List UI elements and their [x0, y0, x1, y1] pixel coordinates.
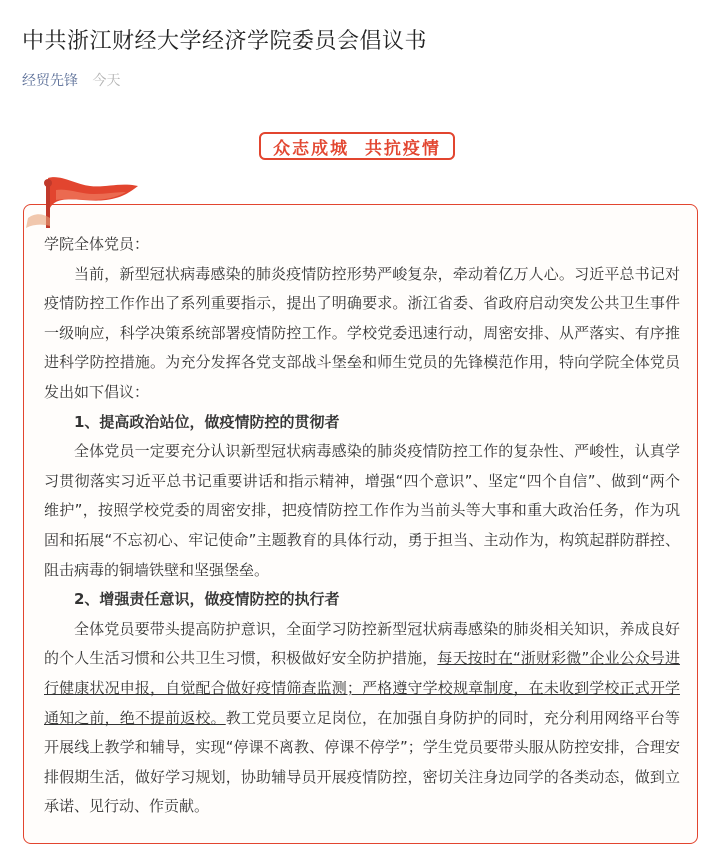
publish-date: 今天 [92, 73, 121, 89]
article-meta [22, 70, 120, 90]
section-2-text-part-1: 全体党员要带头提高防护意识，全面学习防控新型冠状病毒感染的肺炎相关知识，养成良好的个人生活习惯和公共卫生习惯，积极做好安全防护措施， [44, 619, 680, 668]
section-1-paragraph: 全体党员一定要充分认识新型冠状病毒感染的肺炎疫情防控工作的复杂性、严峻性，认真学习贯彻落实习近平总书记重要讲话和指示精神，增强“四个意识”、坚定“四个自信”、做到“两个维护”，按照学校党委的周密安排，把疫情防控工作作为当前头等大事和重大政治任务，作为巩固和拓展“不忘初心、牢记使命”主题教育的具体行动，勇于担当、主动作为，构筑起群防群控、阻击病毒的铜墙铁壁和坚强堡垒。 [44, 442, 680, 579]
slogan-text: 众志成城 共抗疫情 [273, 138, 441, 159]
section-2-paragraph [44, 615, 680, 822]
section-2-heading: 2、增强责任意识，做疫情防控的执行者 [74, 590, 340, 609]
section-2-text-part-2: 教工党员要立足岗位，在加强自身防护的同时，充分利用网络平台等开展线上教学和辅导，实现“停课不离教、停课不停学”；学生党员要带头服从防控安排，合理安排假期生活，做好学习规划，协助辅导员开展疫情防控，密切关注身边同学的各类动态，做到立承诺、见行动、作贡献。 [44, 708, 680, 816]
article-body [44, 230, 680, 822]
section-1-heading: 1、提高政治站位，做疫情防控的贯彻者 [74, 412, 340, 431]
author-link[interactable]: 经贸先锋 [22, 73, 78, 89]
intro-paragraph: 当前，新型冠状病毒感染的肺炎疫情防控形势严峻复杂，牵动着亿万人心。习近平总书记对疫情防控工作作出了系列重要指示，提出了明确要求。浙江省委、省政府启动突发公共卫生事件一级响应，科学决策系统部署疫情防控工作。学校党委迅速行动，周密安排、从严落实、有序推进科学防控措施。为充分发挥各党支部战斗堡垒和师生党员的先锋模范作用，特向学院全体党员发出如下倡议： [44, 264, 680, 401]
slogan-banner [259, 132, 455, 160]
red-flag-decoration-icon [20, 174, 140, 234]
article-title: 中共浙江财经大学经济学院委员会倡议书 [22, 29, 428, 54]
section-2-underlined-text: 每天按时在“浙财彩微”企业公众号进行健康状况申报，自觉配合做好疫情筛查监测；严格遵守学校规章制度，在未收到学校正式开学通知之前，绝不提前返校。 [44, 649, 680, 727]
salutation: 学院全体党员： [44, 235, 150, 253]
